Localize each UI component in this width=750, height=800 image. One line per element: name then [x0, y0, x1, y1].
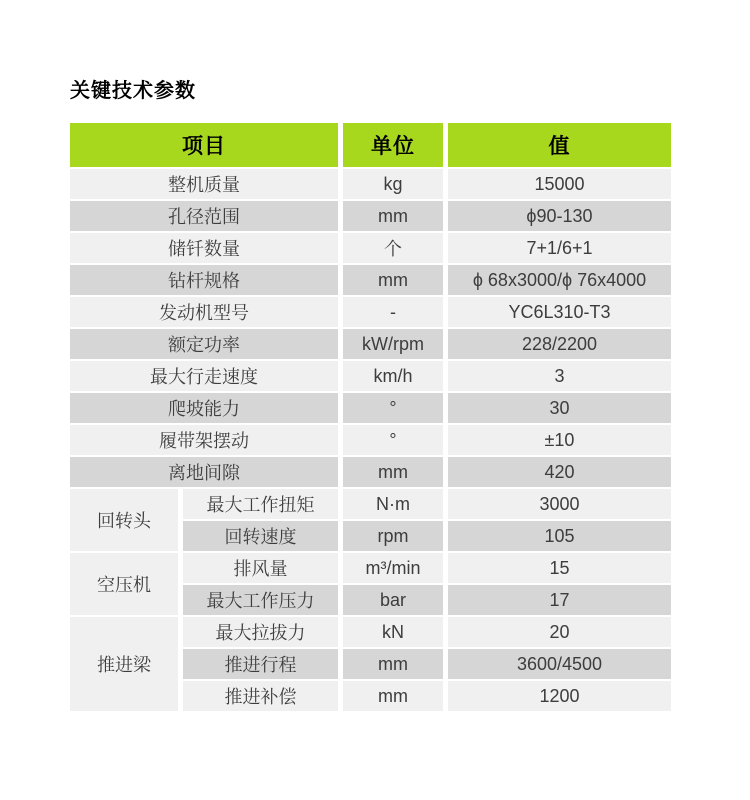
unit-cell: mm	[343, 649, 443, 679]
value-cell: 7+1/6+1	[448, 233, 671, 263]
unit-cell: mm	[343, 457, 443, 487]
unit-cell: bar	[343, 585, 443, 615]
table-row	[70, 553, 671, 583]
item-cell: 推进行程	[183, 649, 338, 679]
value-cell: 17	[448, 585, 671, 615]
item-cell: 孔径范围	[70, 201, 338, 231]
header-value: 值	[448, 123, 671, 167]
table-row	[70, 297, 671, 327]
unit-cell: -	[343, 297, 443, 327]
item-cell: 推进补偿	[183, 681, 338, 711]
value-cell: ϕ90-130	[448, 201, 671, 231]
table-row	[70, 233, 671, 263]
item-cell: 整机质量	[70, 169, 338, 199]
unit-cell: kN	[343, 617, 443, 647]
item-cell: 额定功率	[70, 329, 338, 359]
unit-cell: °	[343, 425, 443, 455]
header-item: 项目	[70, 123, 338, 167]
unit-cell: N·m	[343, 489, 443, 519]
value-cell: 105	[448, 521, 671, 551]
item-cell: 最大拉拔力	[183, 617, 338, 647]
table-row	[70, 393, 671, 423]
item-cell: 最大工作压力	[183, 585, 338, 615]
specs-table	[65, 121, 676, 713]
unit-cell: °	[343, 393, 443, 423]
unit-cell: mm	[343, 265, 443, 295]
value-cell: ±10	[448, 425, 671, 455]
unit-cell: mm	[343, 201, 443, 231]
unit-cell: km/h	[343, 361, 443, 391]
value-cell: 30	[448, 393, 671, 423]
item-cell: 钻杆规格	[70, 265, 338, 295]
table-row	[70, 617, 671, 647]
unit-cell: kW/rpm	[343, 329, 443, 359]
value-cell: 3000	[448, 489, 671, 519]
value-cell: YC6L310-T3	[448, 297, 671, 327]
group-cell: 空压机	[70, 553, 178, 615]
unit-cell: mm	[343, 681, 443, 711]
unit-cell: 个	[343, 233, 443, 263]
item-cell: 储钎数量	[70, 233, 338, 263]
value-cell: 228/2200	[448, 329, 671, 359]
value-cell: 15000	[448, 169, 671, 199]
item-cell: 排风量	[183, 553, 338, 583]
value-cell: 20	[448, 617, 671, 647]
item-cell: 发动机型号	[70, 297, 338, 327]
unit-cell: rpm	[343, 521, 443, 551]
value-cell: 420	[448, 457, 671, 487]
header-unit: 单位	[343, 123, 443, 167]
table-row	[70, 457, 671, 487]
header-row	[70, 123, 671, 167]
group-cell: 推进梁	[70, 617, 178, 711]
page-title: 关键技术参数	[70, 80, 196, 102]
table-row	[70, 425, 671, 455]
value-cell: 1200	[448, 681, 671, 711]
value-cell: 3600/4500	[448, 649, 671, 679]
value-cell: 3	[448, 361, 671, 391]
table-row	[70, 201, 671, 231]
unit-cell: kg	[343, 169, 443, 199]
item-cell: 最大行走速度	[70, 361, 338, 391]
unit-cell: m³/min	[343, 553, 443, 583]
item-cell: 最大工作扭矩	[183, 489, 338, 519]
table-row	[70, 361, 671, 391]
value-cell: ϕ 68x3000/ϕ 76x4000	[448, 265, 671, 295]
value-cell: 15	[448, 553, 671, 583]
item-cell: 爬坡能力	[70, 393, 338, 423]
table-row	[70, 489, 671, 519]
table-row	[70, 169, 671, 199]
item-cell: 离地间隙	[70, 457, 338, 487]
group-cell: 回转头	[70, 489, 178, 551]
table-row	[70, 329, 671, 359]
table-row	[70, 265, 671, 295]
item-cell: 回转速度	[183, 521, 338, 551]
item-cell: 履带架摆动	[70, 425, 338, 455]
